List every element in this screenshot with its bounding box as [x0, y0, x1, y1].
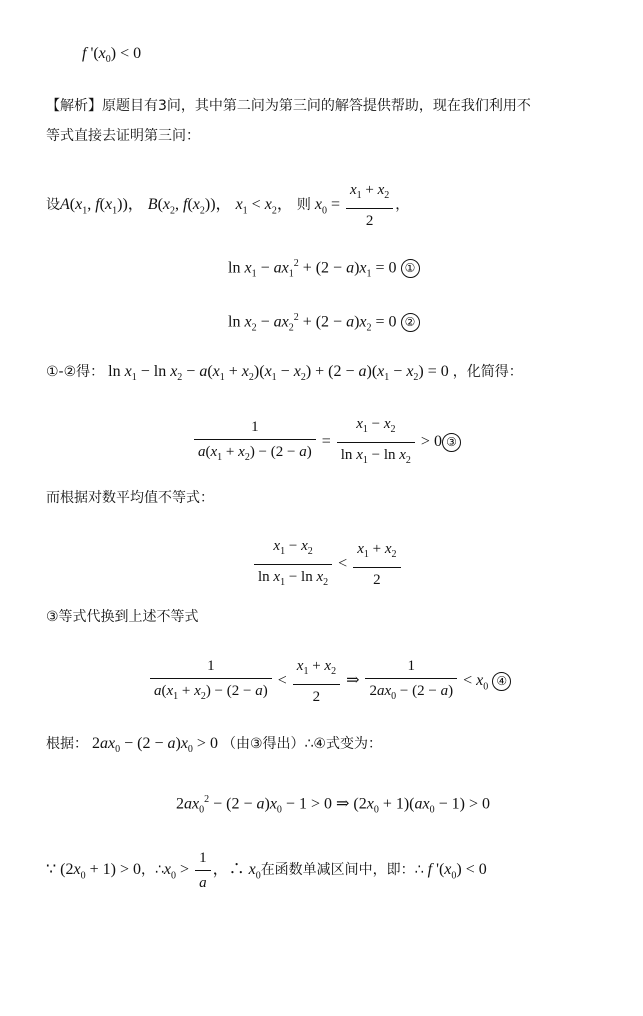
- conclusion-mid: ，∴: [141, 862, 164, 879]
- analysis-line-1: [46, 96, 531, 116]
- one-over-a: $\frac{1}{a}$: [195, 848, 211, 893]
- analysis-text-1: 原题目有3问，其中第二问为第三问的解答提供帮助，现在我们利用不: [102, 98, 531, 114]
- basis-prefix: 根据：: [46, 736, 88, 752]
- analysis-text-2: 等式直接去证明第三问：: [46, 128, 200, 144]
- basis-line: 根据： $2ax_0 - (2 - a)x_0 > 0$ （由③得出）∴④式变为：: [46, 735, 382, 756]
- setup-prefix: 设: [46, 197, 60, 214]
- eq2-marker: ②: [401, 313, 420, 332]
- eq3-marker: ③: [442, 433, 461, 452]
- log-mean-intro: 而根据对数平均值不等式：: [46, 490, 214, 506]
- x0-fraction: $\frac{x_1 + x_2}{2}$: [346, 180, 393, 231]
- analysis-tag: 【解析】: [46, 98, 102, 114]
- sub-marker: ①-②得：: [46, 364, 105, 380]
- equation-5: $2ax_0^2 - (2 - a)x_0 - 1 > 0$ ⇒ $(2x_0 + 1)(ax_0 - 1) > 0$: [176, 794, 490, 816]
- basis-therefore: ∴④式变为：: [304, 736, 382, 752]
- simplify-text: ，化简得：: [452, 364, 523, 380]
- setup-suffix: ，: [395, 197, 410, 214]
- conclusion-text: 在函数单减区间中，即：∴: [260, 862, 424, 879]
- basis-paren: （由③得出）: [221, 736, 305, 752]
- conclusion-line: ∵ $(2x_0 + 1) > 0$，$\therefore x_0$ > $\frac{1}{a}$ ，∴ $x_0$在函数单减区间中，即：∴ f '$(x_0) < 0$: [46, 850, 487, 891]
- analysis-line-2: [46, 126, 200, 146]
- equation-3: $\frac{1}{a(x_1 + x_2) - (2 - a)}$ = $\frac{x_1 - x_2}{\ln x_1 - \ln x_2}$ > 0 ③: [192, 414, 461, 471]
- equation-1: $\ln x_1 - ax_1^2 + (2 - a)x_1 = 0$ ①: [228, 254, 420, 285]
- setup-line: 设$A(x_1$, $f(x_1)$)， $B(x_2$, $f(x_2)$)， $x_1 < x_2$， 则 $x_0$ = $\frac{x_1 + x_2}{2}$ ，: [46, 182, 410, 229]
- eq1-marker: ①: [401, 259, 420, 278]
- equation-4: $\frac{1}{a(x_1 + x_2) - (2 - a)}$ < $\frac{x_1 + x_2}{2}$ ⇒ $\frac{1}{2ax_0 - (2 - a)}$ < $x_0$ ④: [148, 656, 511, 707]
- log-mean-inequality: $\frac{x_1 - x_2}{\ln x_1 - \ln x_2}$ < $\frac{x_1 + x_2}{2}$: [252, 536, 403, 593]
- subtraction-line: ①-②得： $\ln x_1 - \ln x_2 - a(x_1 + x_2)(x_1 - x_2) + (2 - a)(x_1 - x_2) = 0$ ，化简得：: [46, 363, 523, 384]
- substitute-line: ③等式代换到上述不等式: [46, 609, 199, 625]
- result-line: f '$(x_0) < 0$: [82, 45, 142, 66]
- equation-2: $\ln x_2 - ax_2^2 + (2 - a)x_2 = 0$ ②: [228, 308, 420, 339]
- eq4-marker: ④: [492, 672, 511, 691]
